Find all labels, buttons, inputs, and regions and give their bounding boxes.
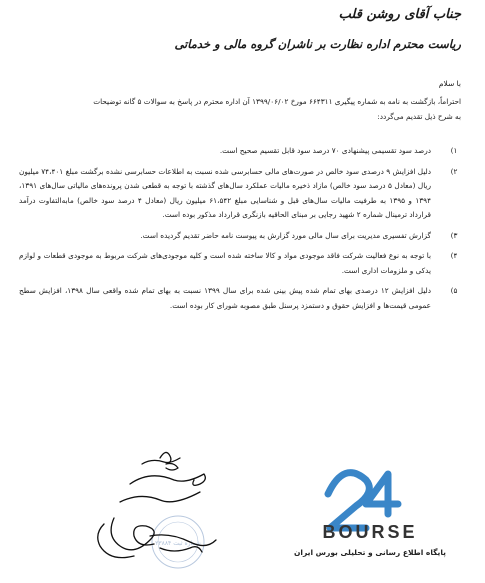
signature-block	[90, 440, 230, 570]
stamp-text: شماره ثبت ۲۳۸۸۴	[155, 540, 201, 547]
answer-item-2	[19, 165, 461, 223]
item-text: با توجه به نوع فعالیت شرکت فاقد موجودی مواد و کالا ساخته شده است و کلیه موجودی‌های شرکت مربوط به موجودی قطعات و لوازم یدکی و ملزومات اداری است.	[19, 251, 431, 275]
item-text: درصد سود تقسیمی پیشنهادی ۷۰ درصد سود قابل تقسیم صحیح است.	[219, 146, 431, 155]
addressee-position: ریاست محترم اداره نظارت بر ناشران گروه مالی و خدماتی	[174, 37, 461, 51]
company-stamp	[152, 516, 204, 568]
intro-line-2: به شرح ذیل تقدیم می‌گردد:	[377, 112, 461, 121]
item-number: ۱)	[450, 146, 458, 155]
item-number: ۴)	[450, 251, 458, 260]
intro-paragraph	[21, 94, 461, 124]
item-text: دلیل افزایش ۱۲ درصدی بهای تمام شده پیش بینی شده برای سال ۱۳۹۹ نسبت به بهای تمام شده واقعی سال ۱۳۹۸، افزایش سطح عمومی قیمت‌ها و افزایش حقوق و دستمزد پرسنل طبق مصوبه شورای کار بوده است.	[19, 286, 431, 310]
signature-image	[90, 440, 230, 570]
answer-item-4	[19, 249, 461, 278]
answer-list	[19, 144, 461, 319]
answer-item-3	[19, 229, 461, 244]
bourse-logo-image	[290, 452, 450, 570]
item-text: دلیل افزایش ۹ درصدی سود خالص در صورت‌های مالی حسابرسی شده نسبت به اطلاعات حسابرسی نشده برگشت مبلغ ۷۴،۴۰۱ میلیون ریال (معادل ۵ درصد سود خالص) مازاد ذخیره مالیات عملکرد سال‌های گذشته با توجه به قطعی شدن پرونده‌های مالیاتی سال‌های ۱۳۹۱، ۱۳۹۴ و ۱۳۹۵ به طرفیت مالیات سال‌های قبل و شناسایی مبلغ ۶۱،۵۴۲ میلیون ریال (معادل ۴ درصد سود خالص) مابه‌التفاوت درآمد قرارداد ترمینال شماره ۲ شهید رجایی بر مبنای الحاقیه بازنگری قرارداد مذکور بوده است.	[19, 166, 432, 219]
bourse-logo	[290, 452, 450, 570]
answer-item-1	[19, 144, 461, 159]
item-number: ۵)	[450, 286, 458, 295]
item-number: ۳)	[450, 230, 458, 240]
logo-tagline: پایگاه اطلاع رسانی و تحلیلی بورس ایران	[294, 548, 446, 557]
logo-wordmark: BOURSE	[322, 522, 418, 542]
salutation: با سلام	[438, 79, 461, 88]
addressee-title: جناب آقای روشن قلب	[338, 7, 461, 22]
answer-item-5	[19, 284, 461, 313]
logo-mark	[328, 473, 398, 528]
item-text: گزارش تفسیری مدیریت برای سال مالی مورد گزارش به پیوست نامه حاضر تقدیم گردیده است.	[140, 230, 431, 240]
item-number: ۲)	[450, 166, 458, 176]
intro-line-1: احتراماً، بازگشت به نامه به شماره پیگیری ۶۶۴۳۱۱ مورخ ۱۳۹۹/۰۶/۰۲ آن اداره محترم در پاسخ به سوالات ۵ گانه توضیحات	[93, 97, 461, 106]
